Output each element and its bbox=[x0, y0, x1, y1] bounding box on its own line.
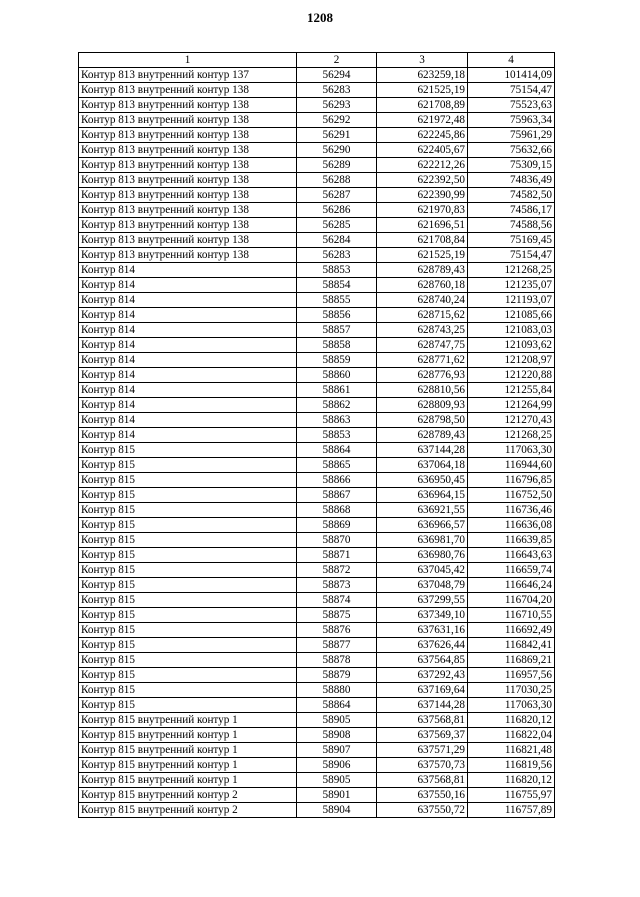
point-number-cell: 58870 bbox=[297, 533, 377, 548]
table-row bbox=[79, 803, 555, 818]
y-coordinate-cell: 121193,07 bbox=[468, 293, 555, 308]
y-coordinate-cell: 75169,45 bbox=[468, 233, 555, 248]
point-number-cell: 58866 bbox=[297, 473, 377, 488]
x-coordinate-cell: 621970,83 bbox=[377, 203, 468, 218]
x-coordinate-cell: 622392,50 bbox=[377, 173, 468, 188]
x-coordinate-cell: 637299,55 bbox=[377, 593, 468, 608]
contour-name-cell: Контур 815 bbox=[79, 653, 297, 668]
table-row bbox=[79, 368, 555, 383]
x-coordinate-cell: 637550,16 bbox=[377, 788, 468, 803]
contour-name-cell: Контур 813 внутренний контур 138 bbox=[79, 98, 297, 113]
table-row bbox=[79, 128, 555, 143]
x-coordinate-cell: 622245,86 bbox=[377, 128, 468, 143]
x-coordinate-cell: 637349,10 bbox=[377, 608, 468, 623]
point-number-cell: 58853 bbox=[297, 263, 377, 278]
y-coordinate-cell: 116692,49 bbox=[468, 623, 555, 638]
y-coordinate-cell: 121220,88 bbox=[468, 368, 555, 383]
y-coordinate-cell: 116820,12 bbox=[468, 713, 555, 728]
point-number-cell: 58867 bbox=[297, 488, 377, 503]
x-coordinate-cell: 628743,25 bbox=[377, 323, 468, 338]
table-row bbox=[79, 98, 555, 113]
point-number-cell: 58879 bbox=[297, 668, 377, 683]
point-number-cell: 56291 bbox=[297, 128, 377, 143]
y-coordinate-cell: 116736,46 bbox=[468, 503, 555, 518]
point-number-cell: 58857 bbox=[297, 323, 377, 338]
x-coordinate-cell: 637048,79 bbox=[377, 578, 468, 593]
x-coordinate-cell: 628809,93 bbox=[377, 398, 468, 413]
table-row bbox=[79, 113, 555, 128]
y-coordinate-cell: 116704,20 bbox=[468, 593, 555, 608]
point-number-cell: 58862 bbox=[297, 398, 377, 413]
x-coordinate-cell: 637144,28 bbox=[377, 443, 468, 458]
table-row bbox=[79, 743, 555, 758]
y-coordinate-cell: 116822,04 bbox=[468, 728, 555, 743]
x-coordinate-cell: 628747,75 bbox=[377, 338, 468, 353]
table-row bbox=[79, 473, 555, 488]
point-number-cell: 58868 bbox=[297, 503, 377, 518]
table-row bbox=[79, 653, 555, 668]
table-row bbox=[79, 668, 555, 683]
table-row bbox=[79, 758, 555, 773]
point-number-cell: 58864 bbox=[297, 698, 377, 713]
column-header-1: 1 bbox=[79, 53, 297, 68]
contour-name-cell: Контур 815 bbox=[79, 608, 297, 623]
x-coordinate-cell: 637292,43 bbox=[377, 668, 468, 683]
contour-name-cell: Контур 815 bbox=[79, 488, 297, 503]
table-row bbox=[79, 503, 555, 518]
contour-name-cell: Контур 813 внутренний контур 137 bbox=[79, 68, 297, 83]
contour-name-cell: Контур 815 внутренний контур 1 bbox=[79, 773, 297, 788]
table-header-row bbox=[79, 53, 555, 68]
table-row bbox=[79, 383, 555, 398]
column-header-3: 3 bbox=[377, 53, 468, 68]
x-coordinate-cell: 628760,18 bbox=[377, 278, 468, 293]
point-number-cell: 58856 bbox=[297, 308, 377, 323]
x-coordinate-cell: 636980,76 bbox=[377, 548, 468, 563]
point-number-cell: 58855 bbox=[297, 293, 377, 308]
table-row bbox=[79, 593, 555, 608]
contour-name-cell: Контур 815 внутренний контур 2 bbox=[79, 803, 297, 818]
point-number-cell: 58876 bbox=[297, 623, 377, 638]
table-row bbox=[79, 683, 555, 698]
contour-name-cell: Контур 815 bbox=[79, 533, 297, 548]
contour-name-cell: Контур 814 bbox=[79, 398, 297, 413]
contour-name-cell: Контур 815 внутренний контур 1 bbox=[79, 743, 297, 758]
x-coordinate-cell: 621525,19 bbox=[377, 248, 468, 263]
page-number: 1208 bbox=[307, 10, 333, 25]
table-row bbox=[79, 518, 555, 533]
x-coordinate-cell: 637169,64 bbox=[377, 683, 468, 698]
y-coordinate-cell: 116636,08 bbox=[468, 518, 555, 533]
table-row bbox=[79, 728, 555, 743]
point-number-cell: 58905 bbox=[297, 773, 377, 788]
contour-name-cell: Контур 815 bbox=[79, 473, 297, 488]
table-row bbox=[79, 578, 555, 593]
x-coordinate-cell: 637045,42 bbox=[377, 563, 468, 578]
y-coordinate-cell: 74836,49 bbox=[468, 173, 555, 188]
x-coordinate-cell: 637571,29 bbox=[377, 743, 468, 758]
x-coordinate-cell: 628810,56 bbox=[377, 383, 468, 398]
y-coordinate-cell: 121264,99 bbox=[468, 398, 555, 413]
y-coordinate-cell: 121093,62 bbox=[468, 338, 555, 353]
x-coordinate-cell: 636964,15 bbox=[377, 488, 468, 503]
y-coordinate-cell: 116869,21 bbox=[468, 653, 555, 668]
table-body bbox=[79, 68, 555, 818]
contour-name-cell: Контур 815 bbox=[79, 503, 297, 518]
table-row bbox=[79, 533, 555, 548]
y-coordinate-cell: 101414,09 bbox=[468, 68, 555, 83]
table-row bbox=[79, 308, 555, 323]
contour-name-cell: Контур 814 bbox=[79, 413, 297, 428]
point-number-cell: 58853 bbox=[297, 428, 377, 443]
table-row bbox=[79, 68, 555, 83]
contour-name-cell: Контур 813 внутренний контур 138 bbox=[79, 83, 297, 98]
x-coordinate-cell: 637569,37 bbox=[377, 728, 468, 743]
x-coordinate-cell: 621696,51 bbox=[377, 218, 468, 233]
y-coordinate-cell: 117030,25 bbox=[468, 683, 555, 698]
y-coordinate-cell: 116646,24 bbox=[468, 578, 555, 593]
x-coordinate-cell: 621708,84 bbox=[377, 233, 468, 248]
column-header-4: 4 bbox=[468, 53, 555, 68]
table-row bbox=[79, 638, 555, 653]
x-coordinate-cell: 628776,93 bbox=[377, 368, 468, 383]
table-row bbox=[79, 548, 555, 563]
contour-name-cell: Контур 815 bbox=[79, 638, 297, 653]
y-coordinate-cell: 116944,60 bbox=[468, 458, 555, 473]
contour-name-cell: Контур 813 внутренний контур 138 bbox=[79, 203, 297, 218]
x-coordinate-cell: 621525,19 bbox=[377, 83, 468, 98]
table-row bbox=[79, 563, 555, 578]
y-coordinate-cell: 75632,66 bbox=[468, 143, 555, 158]
table-row bbox=[79, 353, 555, 368]
table-row bbox=[79, 188, 555, 203]
contour-name-cell: Контур 813 внутренний контур 138 bbox=[79, 173, 297, 188]
y-coordinate-cell: 117063,30 bbox=[468, 698, 555, 713]
point-number-cell: 58905 bbox=[297, 713, 377, 728]
contour-name-cell: Контур 814 bbox=[79, 353, 297, 368]
x-coordinate-cell: 628771,62 bbox=[377, 353, 468, 368]
y-coordinate-cell: 74582,50 bbox=[468, 188, 555, 203]
y-coordinate-cell: 75154,47 bbox=[468, 83, 555, 98]
y-coordinate-cell: 116796,85 bbox=[468, 473, 555, 488]
y-coordinate-cell: 75309,15 bbox=[468, 158, 555, 173]
point-number-cell: 56283 bbox=[297, 83, 377, 98]
table-row bbox=[79, 443, 555, 458]
point-number-cell: 56284 bbox=[297, 233, 377, 248]
point-number-cell: 56288 bbox=[297, 173, 377, 188]
point-number-cell: 58864 bbox=[297, 443, 377, 458]
contour-name-cell: Контур 815 внутренний контур 1 bbox=[79, 758, 297, 773]
y-coordinate-cell: 75154,47 bbox=[468, 248, 555, 263]
contour-name-cell: Контур 815 bbox=[79, 683, 297, 698]
point-number-cell: 58875 bbox=[297, 608, 377, 623]
contour-name-cell: Контур 813 внутренний контур 138 bbox=[79, 188, 297, 203]
y-coordinate-cell: 75961,29 bbox=[468, 128, 555, 143]
x-coordinate-cell: 637568,81 bbox=[377, 713, 468, 728]
y-coordinate-cell: 116842,41 bbox=[468, 638, 555, 653]
y-coordinate-cell: 121208,97 bbox=[468, 353, 555, 368]
point-number-cell: 56293 bbox=[297, 98, 377, 113]
table-row bbox=[79, 233, 555, 248]
contour-name-cell: Контур 815 внутренний контур 1 bbox=[79, 728, 297, 743]
x-coordinate-cell: 637064,18 bbox=[377, 458, 468, 473]
contour-name-cell: Контур 814 bbox=[79, 278, 297, 293]
y-coordinate-cell: 121085,66 bbox=[468, 308, 555, 323]
contour-name-cell: Контур 815 bbox=[79, 563, 297, 578]
x-coordinate-cell: 636981,70 bbox=[377, 533, 468, 548]
table-row bbox=[79, 623, 555, 638]
contour-name-cell: Контур 814 bbox=[79, 293, 297, 308]
x-coordinate-cell: 628789,43 bbox=[377, 428, 468, 443]
x-coordinate-cell: 628740,24 bbox=[377, 293, 468, 308]
table-row bbox=[79, 398, 555, 413]
y-coordinate-cell: 74586,17 bbox=[468, 203, 555, 218]
contour-name-cell: Контур 814 bbox=[79, 383, 297, 398]
coordinates-table bbox=[78, 52, 555, 818]
table-row bbox=[79, 218, 555, 233]
table-row bbox=[79, 293, 555, 308]
contour-name-cell: Контур 815 внутренний контур 1 bbox=[79, 713, 297, 728]
point-number-cell: 58906 bbox=[297, 758, 377, 773]
x-coordinate-cell: 636950,45 bbox=[377, 473, 468, 488]
contour-name-cell: Контур 815 bbox=[79, 698, 297, 713]
point-number-cell: 56283 bbox=[297, 248, 377, 263]
y-coordinate-cell: 116820,12 bbox=[468, 773, 555, 788]
point-number-cell: 58878 bbox=[297, 653, 377, 668]
point-number-cell: 56287 bbox=[297, 188, 377, 203]
contour-name-cell: Контур 813 внутренний контур 138 bbox=[79, 158, 297, 173]
y-coordinate-cell: 121083,03 bbox=[468, 323, 555, 338]
y-coordinate-cell: 116752,50 bbox=[468, 488, 555, 503]
column-header-2: 2 bbox=[297, 53, 377, 68]
point-number-cell: 58859 bbox=[297, 353, 377, 368]
table-row bbox=[79, 608, 555, 623]
x-coordinate-cell: 628798,50 bbox=[377, 413, 468, 428]
table-row bbox=[79, 713, 555, 728]
contour-name-cell: Контур 815 bbox=[79, 518, 297, 533]
point-number-cell: 58869 bbox=[297, 518, 377, 533]
x-coordinate-cell: 621708,89 bbox=[377, 98, 468, 113]
y-coordinate-cell: 121268,25 bbox=[468, 428, 555, 443]
table-row bbox=[79, 488, 555, 503]
y-coordinate-cell: 116643,63 bbox=[468, 548, 555, 563]
point-number-cell: 58865 bbox=[297, 458, 377, 473]
x-coordinate-cell: 621972,48 bbox=[377, 113, 468, 128]
point-number-cell: 58863 bbox=[297, 413, 377, 428]
x-coordinate-cell: 622405,67 bbox=[377, 143, 468, 158]
point-number-cell: 58861 bbox=[297, 383, 377, 398]
point-number-cell: 58880 bbox=[297, 683, 377, 698]
contour-name-cell: Контур 813 внутренний контур 138 bbox=[79, 113, 297, 128]
x-coordinate-cell: 637570,73 bbox=[377, 758, 468, 773]
x-coordinate-cell: 622212,26 bbox=[377, 158, 468, 173]
y-coordinate-cell: 121255,84 bbox=[468, 383, 555, 398]
x-coordinate-cell: 636966,57 bbox=[377, 518, 468, 533]
x-coordinate-cell: 637564,85 bbox=[377, 653, 468, 668]
point-number-cell: 58854 bbox=[297, 278, 377, 293]
point-number-cell: 58908 bbox=[297, 728, 377, 743]
table-row bbox=[79, 323, 555, 338]
y-coordinate-cell: 116639,85 bbox=[468, 533, 555, 548]
contour-name-cell: Контур 813 внутренний контур 138 bbox=[79, 143, 297, 158]
x-coordinate-cell: 623259,18 bbox=[377, 68, 468, 83]
y-coordinate-cell: 116659,74 bbox=[468, 563, 555, 578]
table-row bbox=[79, 338, 555, 353]
point-number-cell: 58904 bbox=[297, 803, 377, 818]
x-coordinate-cell: 637568,81 bbox=[377, 773, 468, 788]
point-number-cell: 56286 bbox=[297, 203, 377, 218]
x-coordinate-cell: 637631,16 bbox=[377, 623, 468, 638]
contour-name-cell: Контур 814 bbox=[79, 323, 297, 338]
contour-name-cell: Контур 813 внутренний контур 138 bbox=[79, 218, 297, 233]
y-coordinate-cell: 117063,30 bbox=[468, 443, 555, 458]
point-number-cell: 56285 bbox=[297, 218, 377, 233]
y-coordinate-cell: 75523,63 bbox=[468, 98, 555, 113]
table-row bbox=[79, 698, 555, 713]
y-coordinate-cell: 121235,07 bbox=[468, 278, 555, 293]
contour-name-cell: Контур 814 bbox=[79, 308, 297, 323]
x-coordinate-cell: 628715,62 bbox=[377, 308, 468, 323]
table-row bbox=[79, 248, 555, 263]
contour-name-cell: Контур 813 внутренний контур 138 bbox=[79, 128, 297, 143]
x-coordinate-cell: 637626,44 bbox=[377, 638, 468, 653]
point-number-cell: 58907 bbox=[297, 743, 377, 758]
contour-name-cell: Контур 814 bbox=[79, 368, 297, 383]
table-row bbox=[79, 83, 555, 98]
contour-name-cell: Контур 815 bbox=[79, 623, 297, 638]
y-coordinate-cell: 116819,56 bbox=[468, 758, 555, 773]
point-number-cell: 58873 bbox=[297, 578, 377, 593]
table-row bbox=[79, 173, 555, 188]
point-number-cell: 58871 bbox=[297, 548, 377, 563]
y-coordinate-cell: 116757,89 bbox=[468, 803, 555, 818]
x-coordinate-cell: 628789,43 bbox=[377, 263, 468, 278]
point-number-cell: 58860 bbox=[297, 368, 377, 383]
point-number-cell: 58872 bbox=[297, 563, 377, 578]
point-number-cell: 56290 bbox=[297, 143, 377, 158]
x-coordinate-cell: 622390,99 bbox=[377, 188, 468, 203]
x-coordinate-cell: 637550,72 bbox=[377, 803, 468, 818]
y-coordinate-cell: 116710,55 bbox=[468, 608, 555, 623]
table-row bbox=[79, 278, 555, 293]
table-row bbox=[79, 773, 555, 788]
contour-name-cell: Контур 813 внутренний контур 138 bbox=[79, 233, 297, 248]
contour-name-cell: Контур 815 bbox=[79, 578, 297, 593]
table-row bbox=[79, 458, 555, 473]
table-row bbox=[79, 158, 555, 173]
contour-name-cell: Контур 815 bbox=[79, 443, 297, 458]
point-number-cell: 58858 bbox=[297, 338, 377, 353]
table-row bbox=[79, 263, 555, 278]
y-coordinate-cell: 121268,25 bbox=[468, 263, 555, 278]
contour-name-cell: Контур 814 bbox=[79, 338, 297, 353]
point-number-cell: 56294 bbox=[297, 68, 377, 83]
y-coordinate-cell: 116821,48 bbox=[468, 743, 555, 758]
point-number-cell: 56289 bbox=[297, 158, 377, 173]
y-coordinate-cell: 75963,34 bbox=[468, 113, 555, 128]
y-coordinate-cell: 116755,97 bbox=[468, 788, 555, 803]
contour-name-cell: Контур 814 bbox=[79, 263, 297, 278]
contour-name-cell: Контур 815 bbox=[79, 668, 297, 683]
point-number-cell: 58874 bbox=[297, 593, 377, 608]
table-row bbox=[79, 788, 555, 803]
table-row bbox=[79, 428, 555, 443]
table-row bbox=[79, 413, 555, 428]
contour-name-cell: Контур 815 bbox=[79, 458, 297, 473]
x-coordinate-cell: 636921,55 bbox=[377, 503, 468, 518]
point-number-cell: 58901 bbox=[297, 788, 377, 803]
point-number-cell: 58877 bbox=[297, 638, 377, 653]
x-coordinate-cell: 637144,28 bbox=[377, 698, 468, 713]
point-number-cell: 56292 bbox=[297, 113, 377, 128]
contour-name-cell: Контур 814 bbox=[79, 428, 297, 443]
y-coordinate-cell: 121270,43 bbox=[468, 413, 555, 428]
y-coordinate-cell: 116957,56 bbox=[468, 668, 555, 683]
table-row bbox=[79, 143, 555, 158]
contour-name-cell: Контур 813 внутренний контур 138 bbox=[79, 248, 297, 263]
contour-name-cell: Контур 815 bbox=[79, 548, 297, 563]
table-row bbox=[79, 203, 555, 218]
y-coordinate-cell: 74588,56 bbox=[468, 218, 555, 233]
contour-name-cell: Контур 815 bbox=[79, 593, 297, 608]
contour-name-cell: Контур 815 внутренний контур 2 bbox=[79, 788, 297, 803]
